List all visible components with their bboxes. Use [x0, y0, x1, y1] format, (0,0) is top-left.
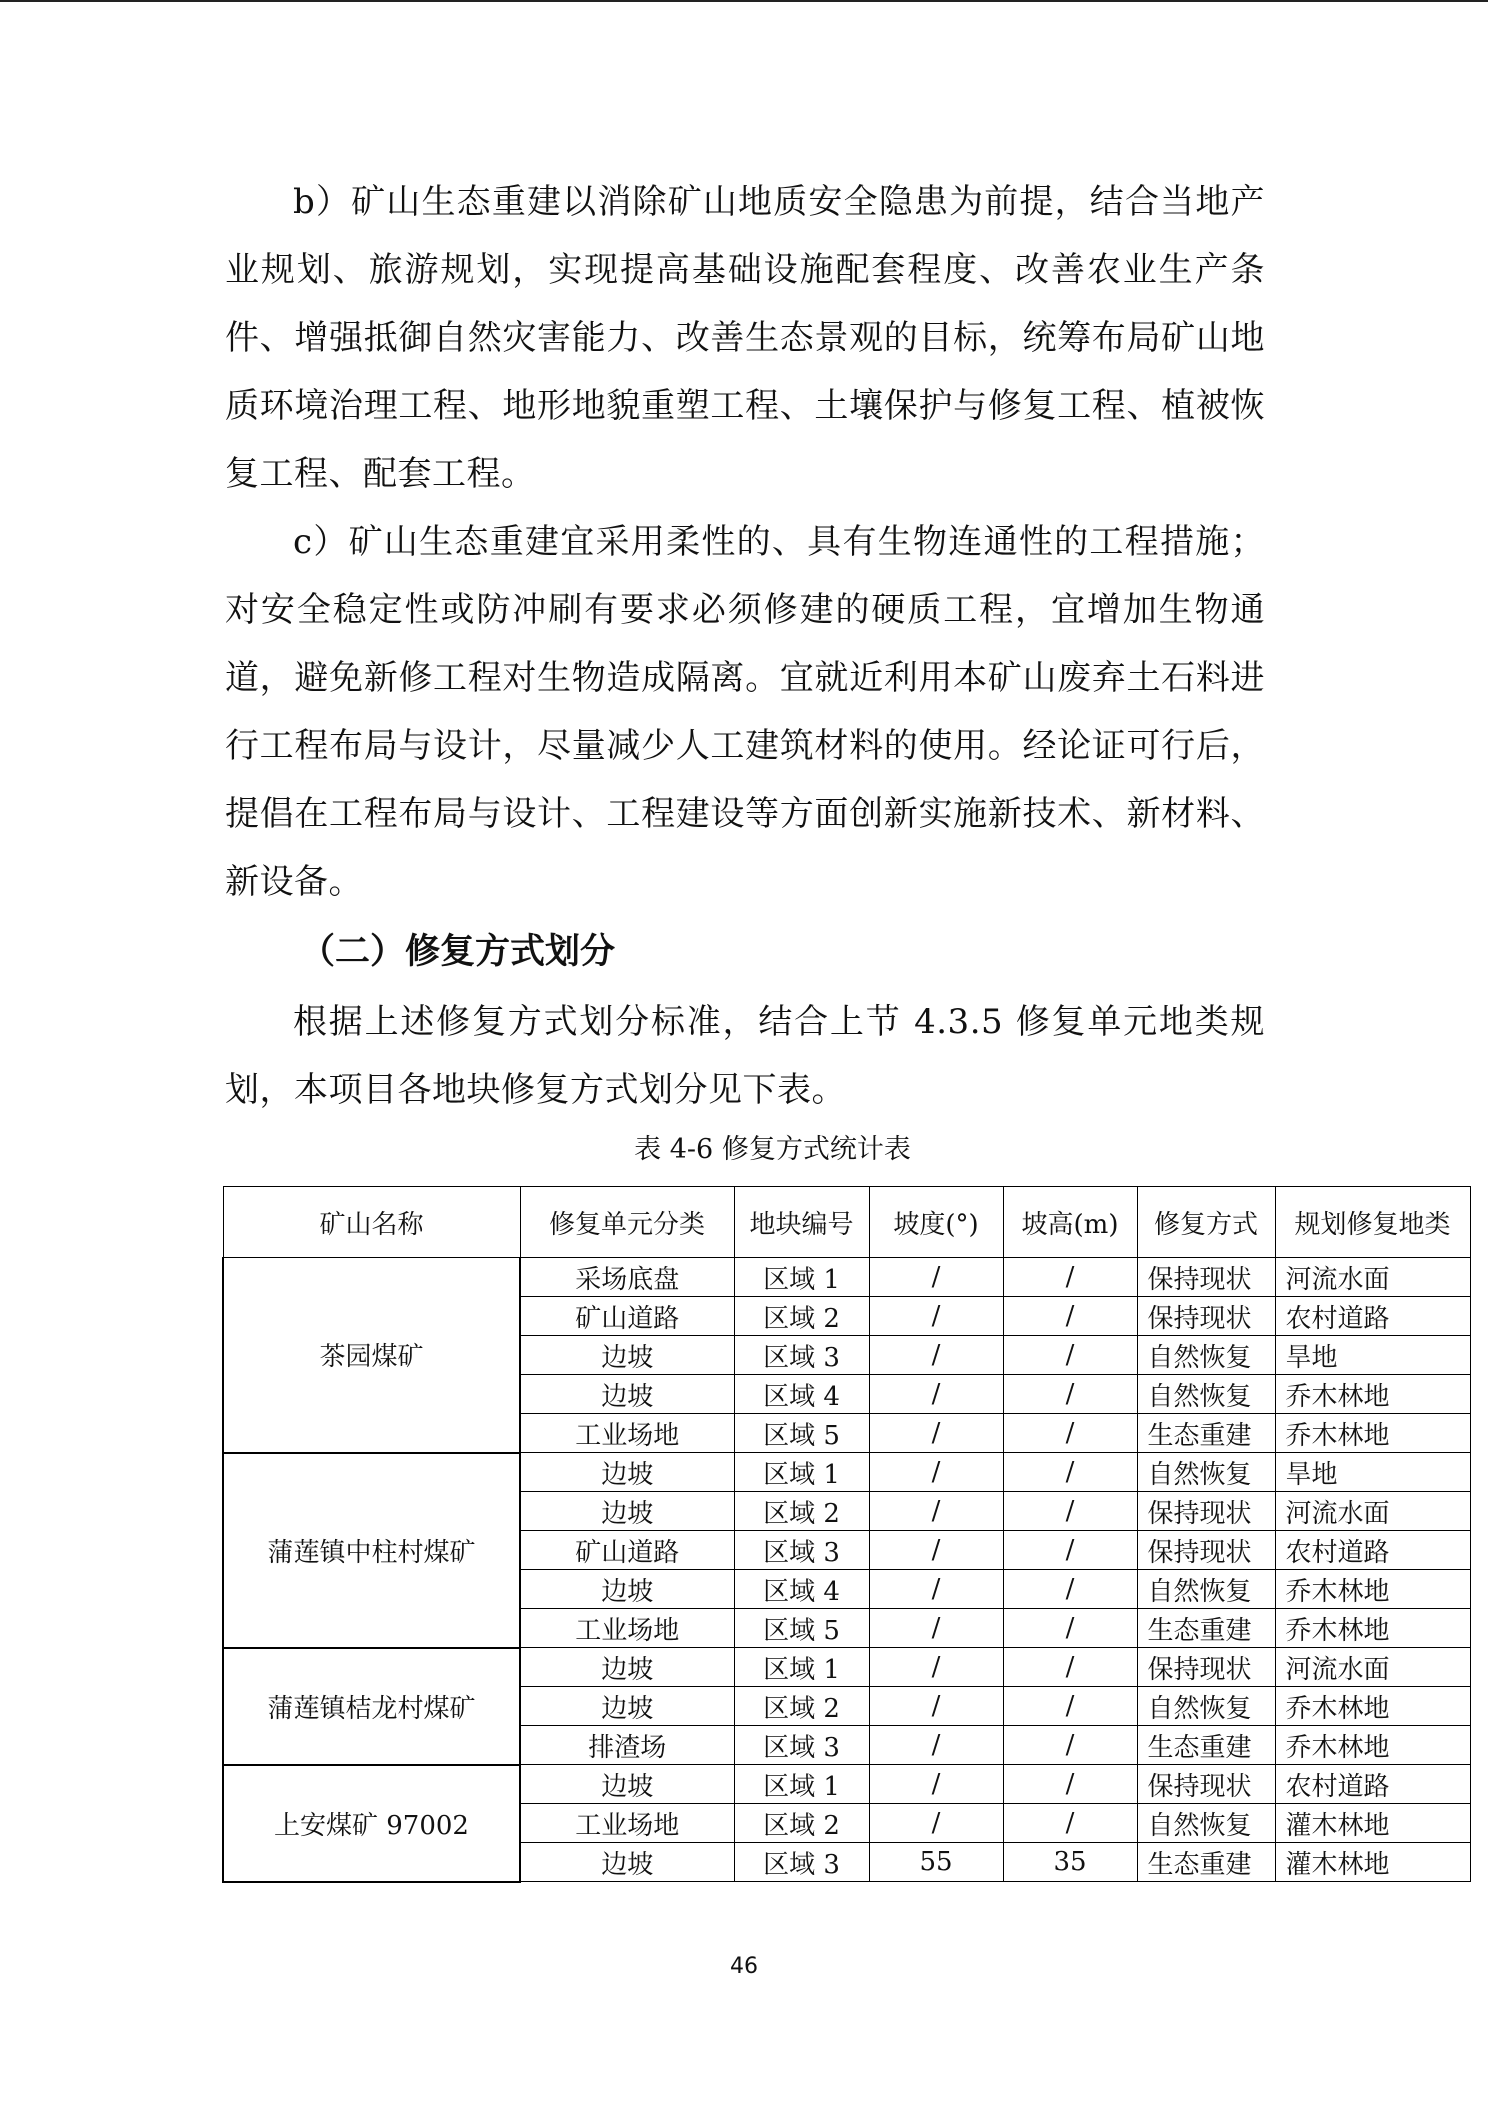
- cell-planned-land-type: 乔木林地: [1275, 1375, 1470, 1414]
- cell-planned-land-type: 河流水面: [1275, 1492, 1470, 1531]
- cell-mine-name: 蒲莲镇桔龙村煤矿: [223, 1648, 520, 1765]
- table-row: [223, 1453, 1470, 1492]
- cell-block-number: 区域 4: [734, 1375, 869, 1414]
- cell-slope-angle: /: [869, 1570, 1003, 1609]
- cell-planned-land-type: 乔木林地: [1275, 1726, 1470, 1765]
- cell-unit-type: 边坡: [520, 1843, 734, 1882]
- cell-repair-method: 自然恢复: [1137, 1336, 1275, 1375]
- cell-unit-type: 边坡: [520, 1648, 734, 1687]
- cell-block-number: 区域 1: [734, 1258, 869, 1297]
- cell-block-number: 区域 1: [734, 1453, 869, 1492]
- cell-block-number: 区域 3: [734, 1726, 869, 1765]
- cell-block-number: 区域 3: [734, 1843, 869, 1882]
- header-slope-height: 坡高(m): [1003, 1187, 1137, 1258]
- cell-planned-land-type: 旱地: [1275, 1336, 1470, 1375]
- cell-slope-angle: /: [869, 1375, 1003, 1414]
- cell-slope-angle: 55: [869, 1843, 1003, 1882]
- section-heading: （二）修复方式划分: [300, 932, 616, 972]
- cell-slope-angle: /: [869, 1336, 1003, 1375]
- cell-block-number: 区域 5: [734, 1609, 869, 1648]
- cell-slope-angle: /: [869, 1765, 1003, 1804]
- cell-slope-height: /: [1003, 1336, 1137, 1375]
- cell-slope-angle: /: [869, 1531, 1003, 1570]
- cell-slope-angle: /: [869, 1492, 1003, 1531]
- header-slope-angle: 坡度(°): [869, 1187, 1003, 1258]
- cell-planned-land-type: 农村道路: [1275, 1297, 1470, 1336]
- cell-planned-land-type: 灌木林地: [1275, 1804, 1470, 1843]
- cell-unit-type: 工业场地: [520, 1414, 734, 1453]
- cell-block-number: 区域 5: [734, 1414, 869, 1453]
- cell-unit-type: 边坡: [520, 1375, 734, 1414]
- cell-slope-angle: /: [869, 1804, 1003, 1843]
- cell-repair-method: 自然恢复: [1137, 1375, 1275, 1414]
- cell-repair-method: 保持现状: [1137, 1297, 1275, 1336]
- cell-unit-type: 边坡: [520, 1453, 734, 1492]
- cell-block-number: 区域 2: [734, 1297, 869, 1336]
- cell-repair-method: 生态重建: [1137, 1609, 1275, 1648]
- cell-slope-height: /: [1003, 1375, 1137, 1414]
- cell-repair-method: 生态重建: [1137, 1726, 1275, 1765]
- cell-mine-name: 茶园煤矿: [223, 1258, 520, 1453]
- cell-repair-method: 自然恢复: [1137, 1453, 1275, 1492]
- cell-slope-height: /: [1003, 1726, 1137, 1765]
- header-block-number: 地块编号: [734, 1187, 869, 1258]
- table-header-row: [223, 1187, 1470, 1258]
- cell-slope-height: /: [1003, 1804, 1137, 1843]
- cell-repair-method: 保持现状: [1137, 1492, 1275, 1531]
- cell-planned-land-type: 河流水面: [1275, 1258, 1470, 1297]
- cell-slope-angle: /: [869, 1453, 1003, 1492]
- cell-slope-height: 35: [1003, 1843, 1137, 1882]
- cell-slope-angle: /: [869, 1297, 1003, 1336]
- table-row: [223, 1258, 1470, 1297]
- cell-planned-land-type: 河流水面: [1275, 1648, 1470, 1687]
- cell-unit-type: 工业场地: [520, 1804, 734, 1843]
- cell-block-number: 区域 2: [734, 1804, 869, 1843]
- repair-method-table: [222, 1186, 1471, 1883]
- cell-slope-height: /: [1003, 1297, 1137, 1336]
- cell-unit-type: 矿山道路: [520, 1297, 734, 1336]
- cell-planned-land-type: 旱地: [1275, 1453, 1470, 1492]
- table-row: [223, 1648, 1470, 1687]
- cell-block-number: 区域 3: [734, 1336, 869, 1375]
- paragraph-intro: 根据上述修复方式划分标准，结合上节 4.3.5 修复单元地类规划，本项目各地块修复方式划分见下表。: [225, 1002, 1265, 1110]
- cell-slope-height: /: [1003, 1414, 1137, 1453]
- header-repair-method: 修复方式: [1137, 1187, 1275, 1258]
- cell-repair-method: 保持现状: [1137, 1258, 1275, 1297]
- table-caption: 表 4-6 修复方式统计表: [634, 1134, 911, 1165]
- paragraph-c: c）矿山生态重建宜采用柔性的、具有生物连通性的工程措施；对安全稳定性或防冲刷有要求必须修建的硬质工程，宜增加生物通道，避免新修工程对生物造成隔离。宜就近利用本矿山废弃土石料进行工程布局与设计，尽量减少人工建筑材料的使用。经论证可行后，提倡在工程布局与设计、工程建设等方面创新实施新技术、新材料、新设备。: [225, 522, 1265, 902]
- cell-unit-type: 排渣场: [520, 1726, 734, 1765]
- cell-unit-type: 边坡: [520, 1687, 734, 1726]
- cell-slope-height: /: [1003, 1765, 1137, 1804]
- page-top-border: [0, 0, 1488, 2]
- cell-unit-type: 边坡: [520, 1570, 734, 1609]
- cell-slope-height: /: [1003, 1609, 1137, 1648]
- cell-repair-method: 保持现状: [1137, 1648, 1275, 1687]
- table-body: [223, 1258, 1470, 1882]
- paragraph-b: b）矿山生态重建以消除矿山地质安全隐患为前提，结合当地产业规划、旅游规划，实现提高基础设施配套程度、改善农业生产条件、增强抵御自然灾害能力、改善生态景观的目标，统筹布局矿山地质环境治理工程、地形地貌重塑工程、土壤保护与修复工程、植被恢复工程、配套工程。: [225, 182, 1265, 494]
- cell-slope-height: /: [1003, 1648, 1137, 1687]
- cell-slope-height: /: [1003, 1570, 1137, 1609]
- cell-repair-method: 自然恢复: [1137, 1570, 1275, 1609]
- cell-unit-type: 边坡: [520, 1336, 734, 1375]
- cell-repair-method: 保持现状: [1137, 1531, 1275, 1570]
- cell-repair-method: 自然恢复: [1137, 1687, 1275, 1726]
- cell-slope-angle: /: [869, 1258, 1003, 1297]
- cell-slope-height: /: [1003, 1531, 1137, 1570]
- cell-slope-angle: /: [869, 1648, 1003, 1687]
- cell-planned-land-type: 灌木林地: [1275, 1843, 1470, 1882]
- cell-block-number: 区域 2: [734, 1687, 869, 1726]
- cell-slope-height: /: [1003, 1453, 1137, 1492]
- cell-mine-name: 上安煤矿 97002: [223, 1765, 520, 1882]
- cell-slope-height: /: [1003, 1492, 1137, 1531]
- cell-slope-height: /: [1003, 1687, 1137, 1726]
- cell-unit-type: 采场底盘: [520, 1258, 734, 1297]
- header-mine-name: 矿山名称: [223, 1187, 520, 1258]
- cell-mine-name: 蒲莲镇中柱村煤矿: [223, 1453, 520, 1648]
- cell-slope-angle: /: [869, 1609, 1003, 1648]
- cell-slope-angle: /: [869, 1726, 1003, 1765]
- cell-block-number: 区域 2: [734, 1492, 869, 1531]
- cell-repair-method: 生态重建: [1137, 1414, 1275, 1453]
- cell-unit-type: 边坡: [520, 1765, 734, 1804]
- cell-unit-type: 工业场地: [520, 1609, 734, 1648]
- cell-block-number: 区域 4: [734, 1570, 869, 1609]
- cell-planned-land-type: 农村道路: [1275, 1765, 1470, 1804]
- cell-unit-type: 矿山道路: [520, 1531, 734, 1570]
- cell-planned-land-type: 乔木林地: [1275, 1609, 1470, 1648]
- cell-unit-type: 边坡: [520, 1492, 734, 1531]
- cell-block-number: 区域 1: [734, 1765, 869, 1804]
- cell-block-number: 区域 3: [734, 1531, 869, 1570]
- cell-block-number: 区域 1: [734, 1648, 869, 1687]
- cell-repair-method: 生态重建: [1137, 1843, 1275, 1882]
- page-number: 46: [730, 1954, 758, 1979]
- cell-planned-land-type: 乔木林地: [1275, 1687, 1470, 1726]
- cell-planned-land-type: 乔木林地: [1275, 1414, 1470, 1453]
- cell-planned-land-type: 乔木林地: [1275, 1570, 1470, 1609]
- cell-slope-angle: /: [869, 1414, 1003, 1453]
- cell-slope-angle: /: [869, 1687, 1003, 1726]
- header-planned-land-type: 规划修复地类: [1275, 1187, 1470, 1258]
- header-unit-type: 修复单元分类: [520, 1187, 734, 1258]
- table-row: [223, 1765, 1470, 1804]
- cell-slope-height: /: [1003, 1258, 1137, 1297]
- cell-repair-method: 保持现状: [1137, 1765, 1275, 1804]
- cell-planned-land-type: 农村道路: [1275, 1531, 1470, 1570]
- cell-repair-method: 自然恢复: [1137, 1804, 1275, 1843]
